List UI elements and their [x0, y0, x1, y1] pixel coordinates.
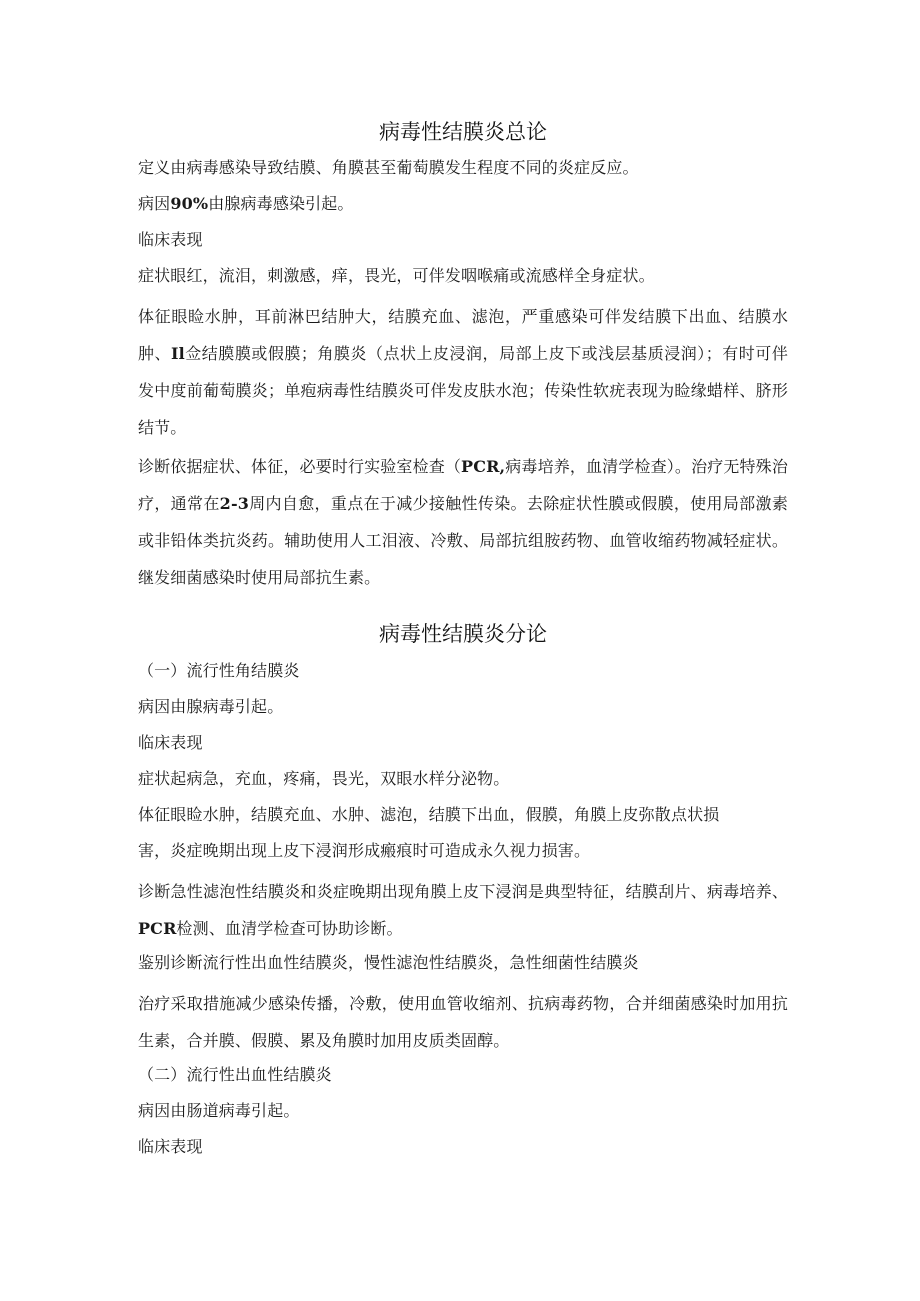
cause-suffix: 由腺病毒感染引起。	[208, 194, 354, 213]
diag-text-b: 病毒培养，血清学检查）。治疗无特殊治疗，通常在	[138, 457, 788, 513]
section-title-specific: 病毒性结膜炎分论	[379, 622, 547, 646]
sub2-clinical-heading: 临床表现	[138, 1137, 203, 1156]
diag-text-a: 诊断依据症状、体征，必要时行实验室检查（	[138, 457, 462, 476]
document-page	[138, 116, 788, 1169]
diagnosis-treatment-paragraph	[138, 448, 788, 596]
sub1-cause: 病因由腺病毒引起。	[138, 697, 284, 716]
sub1-signs-line1: 体征眼睑水肿，结膜充血、水肿、滤泡，结膜下出血，假膜，角膜上皮弥散点状损	[138, 805, 720, 824]
section-title-general: 病毒性结膜炎总论	[379, 120, 547, 144]
symptoms-paragraph: 症状眼红，流泪，刺激感，痒，畏光，可伴发咽喉痛或流感样全身症状。	[138, 266, 655, 285]
diag-text-c: 周内自愈，重点在于减少接触性传染。去除症状性膜或假膜，使用局部激素或非铅体类抗炎药。辅助使用人工泪液、冷敷、局部抗组胺药物、血管收缩药物减轻症状。继发细菌感染时使用局部抗生素。	[138, 494, 788, 587]
sub2-cause: 病因由肠道病毒引起。	[138, 1101, 300, 1120]
cause-percentage: 90%	[170, 194, 209, 213]
signs-text-b: 佥结膜膜或假膜；角膜炎（点状上皮浸润，局部上皮下或浅层基质浸润）；有时可伴发中度前葡萄膜炎；单疱病毒性结膜炎可伴发皮肤水泡；传染性软疣表现为睑缘蜡样、脐形结节。	[138, 344, 788, 437]
signs-bold: Il	[171, 344, 185, 363]
sub1-diag-text-a: 诊断急性滤泡性结膜炎和炎症晚期出现角膜上皮下浸润是典型特征，结膜刮片、病毒培养、	[138, 882, 788, 901]
sub1-treatment: 治疗采取措施减少感染传播，冷敷，使用血管收缩剂、抗病毒药物，合并细菌感染时加用抗生素，合并膜、假膜、累及角膜时加用皮质类固醇。	[138, 994, 788, 1050]
diag-bold-pcr: PCR,	[461, 457, 506, 476]
sub1-clinical-heading: 临床表现	[138, 733, 203, 752]
cause-prefix: 病因	[138, 194, 171, 213]
sub1-diag-bold-pcr: PCR	[138, 919, 177, 938]
clinical-heading: 临床表现	[138, 230, 203, 249]
definition-paragraph: 定义由病毒感染导致结膜、角膜甚至葡萄膜发生程度不同的炎症反应。	[138, 158, 639, 177]
signs-paragraph	[138, 298, 788, 446]
signs-text-a: 体征眼睑水肿，耳前淋巴结肿大，结膜充血、滤泡，严重感染可伴发结膜下出血、结膜水肿、	[138, 307, 788, 363]
sub1-differential: 鉴别诊断流行性出血性结膜炎，慢性滤泡性结膜炎，急性细菌性结膜炎	[138, 953, 639, 972]
sub1-signs-line2: 害，炎症晚期出现上皮下浸润形成瘢痕时可造成永久视力损害。	[138, 841, 591, 860]
diag-bold-weeks: 2-3	[219, 494, 250, 513]
sub1-heading: （一）流行性角结膜炎	[138, 661, 300, 680]
sub1-symptoms: 症状起病急，充血，疼痛，畏光，双眼水样分泌物。	[138, 769, 510, 788]
cause-paragraph	[138, 190, 788, 217]
sub1-diagnosis	[138, 873, 788, 947]
sub2-heading: （二）流行性出血性结膜炎	[138, 1065, 332, 1084]
sub1-diag-text-b: 检测、血清学检查可协助诊断。	[176, 919, 403, 938]
